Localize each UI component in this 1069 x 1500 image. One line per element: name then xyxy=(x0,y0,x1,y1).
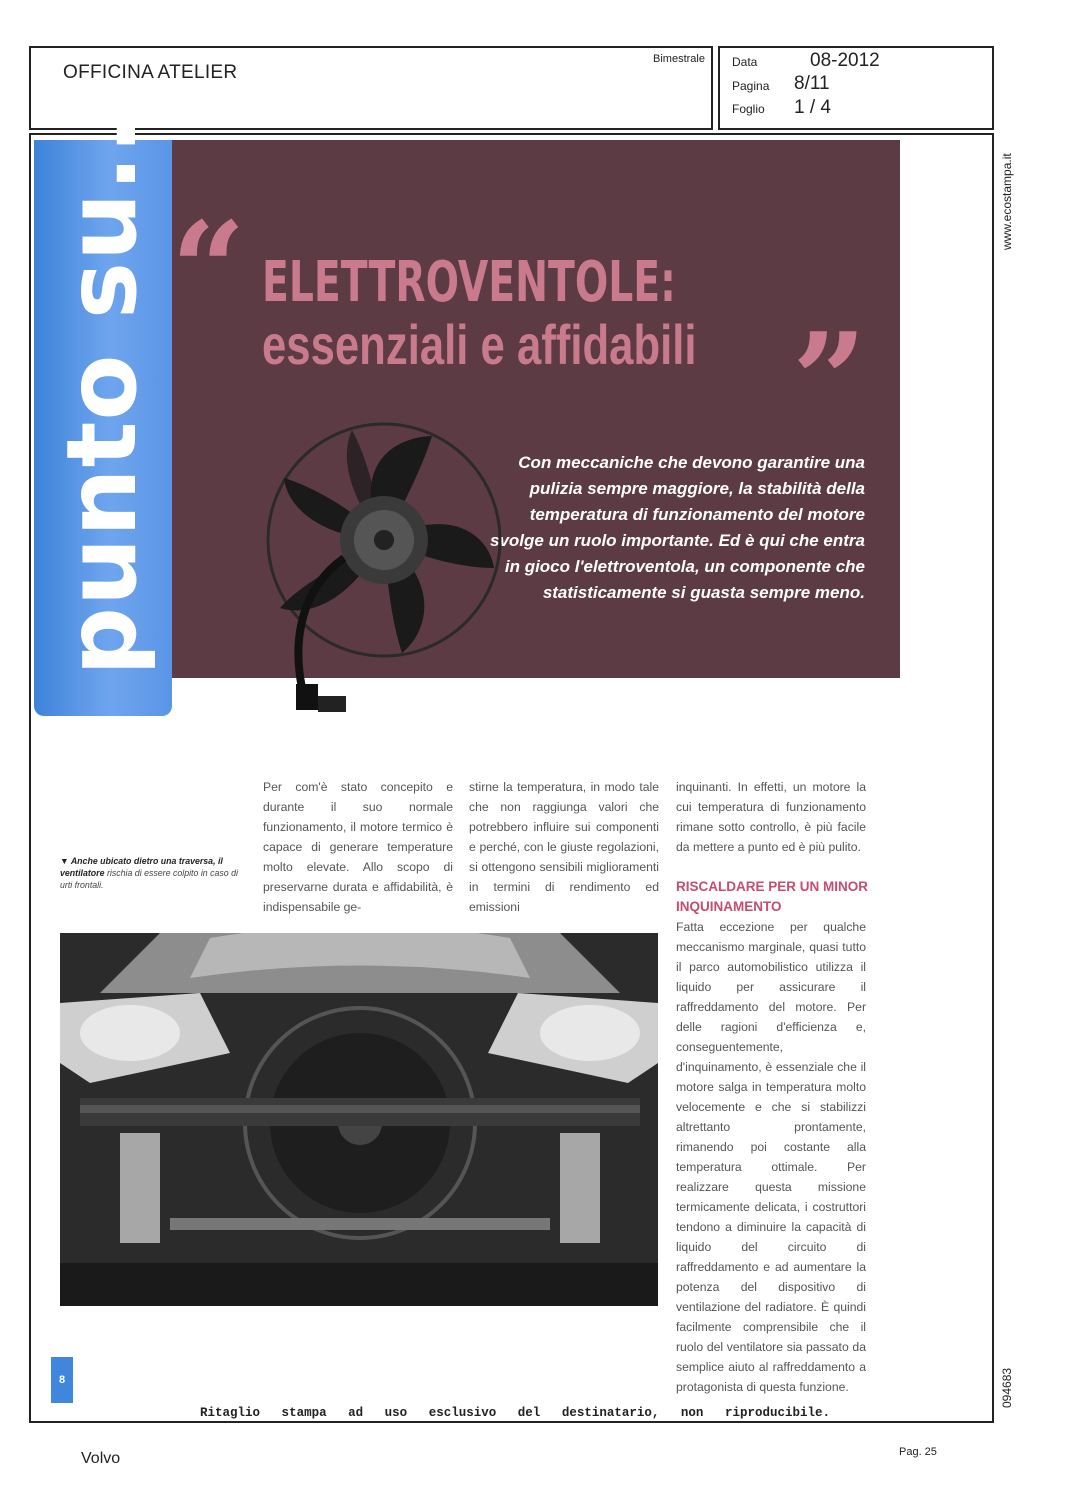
article-intro: Con meccaniche che devono garantire una pulizia sempre maggiore, la stabilità della temperatura di funzionamento del motore svolge un ruolo importante. Ed è qui che entra in gioco l'elettroventola, un componente che statisticamente si guasta sempre meno. xyxy=(490,453,865,602)
article-title-line2: essenziali e affidabili xyxy=(262,313,697,376)
side-url: www.ecostampa.it xyxy=(1000,153,1014,250)
footer-page: Pag. 25 xyxy=(899,1446,937,1458)
body-column-1: Per com'è stato concepito e durante il suo normale funzionamento, il motore termico è capace di generare temperature molto elevate. Allo scopo di preservarne durata e affidabilità, è indispensabile ge- xyxy=(263,780,453,914)
page-label: Pagina xyxy=(732,79,770,93)
body-column-2: stirne la temperatura, in modo tale che non raggiunga valori che potrebbero influire sui componenti e perché, con le giuste regolazioni, si ottengono sensibili miglioramenti in termini di rendimento ed emissioni xyxy=(469,780,659,914)
date-label: Data xyxy=(732,55,758,69)
quote-close-mark: ” xyxy=(792,304,867,457)
body-column-3: inquinanti. In effetti, un motore la cui temperatura di funzionamento rimane sotto controllo, è più facile da mettere a punto ed è più pulito. xyxy=(676,780,866,854)
header-meta-box xyxy=(718,46,994,130)
article-title-line1: ELETTROVENTOLE: xyxy=(262,250,676,315)
footer-client: Volvo xyxy=(81,1450,121,1467)
page-value: 8/11 xyxy=(794,73,830,94)
page-number-badge: 8 xyxy=(51,1357,73,1403)
quote-open-mark: “ xyxy=(171,193,246,346)
date-value: 08-2012 xyxy=(810,50,880,71)
photo-caption: ▼ Anche ubicato dietro una traversa, il ventilatore rischia di essere colpito in caso di urti frontali. xyxy=(60,856,238,890)
car-front-photo xyxy=(60,933,658,1306)
subheading: RISCALDARE PER UN MINOR INQUINAMENTO xyxy=(676,879,869,914)
sheet-label: Foglio xyxy=(732,102,765,116)
sheet-value: 1 / 4 xyxy=(794,97,831,118)
publication-name: OFFICINA ATELIER xyxy=(63,62,238,83)
side-code: 094683 xyxy=(1000,1367,1014,1408)
reproduction-notice: Ritaglio stampa ad uso esclusivo del destinatario, non riproducibile. xyxy=(200,1406,830,1420)
section-tab-label: Il punto su... xyxy=(46,79,158,781)
body-column-3-continued: Fatta eccezione per qualche meccanismo marginale, quasi tutto il parco automobilistico utilizza il liquido per assicurare il raffreddamento del motore. Per delle ragioni d'efficienza e, conseguentemente, d'inquinamento, è essenziale che il motore salga in temperatura molto velocemente e che si stabilizzi altrettanto prontamente, rimanendo poi costante alla temperatura ottimale. Per realizzare questa missione termicamente delicata, i costruttori tendono a diminuire la capacità di liquido del circuito di raffreddamento e ad aumentare la potenza del dispositivo di ventilazione del radiatore. È quindi facilmente comprensibile che il ruolo del ventilatore sia passato da semplice aiuto al raffreddamento a protagonista di questa funzione. xyxy=(676,920,866,1394)
electric-fan-image xyxy=(262,418,502,728)
frequency-label: Bimestrale xyxy=(653,53,705,65)
